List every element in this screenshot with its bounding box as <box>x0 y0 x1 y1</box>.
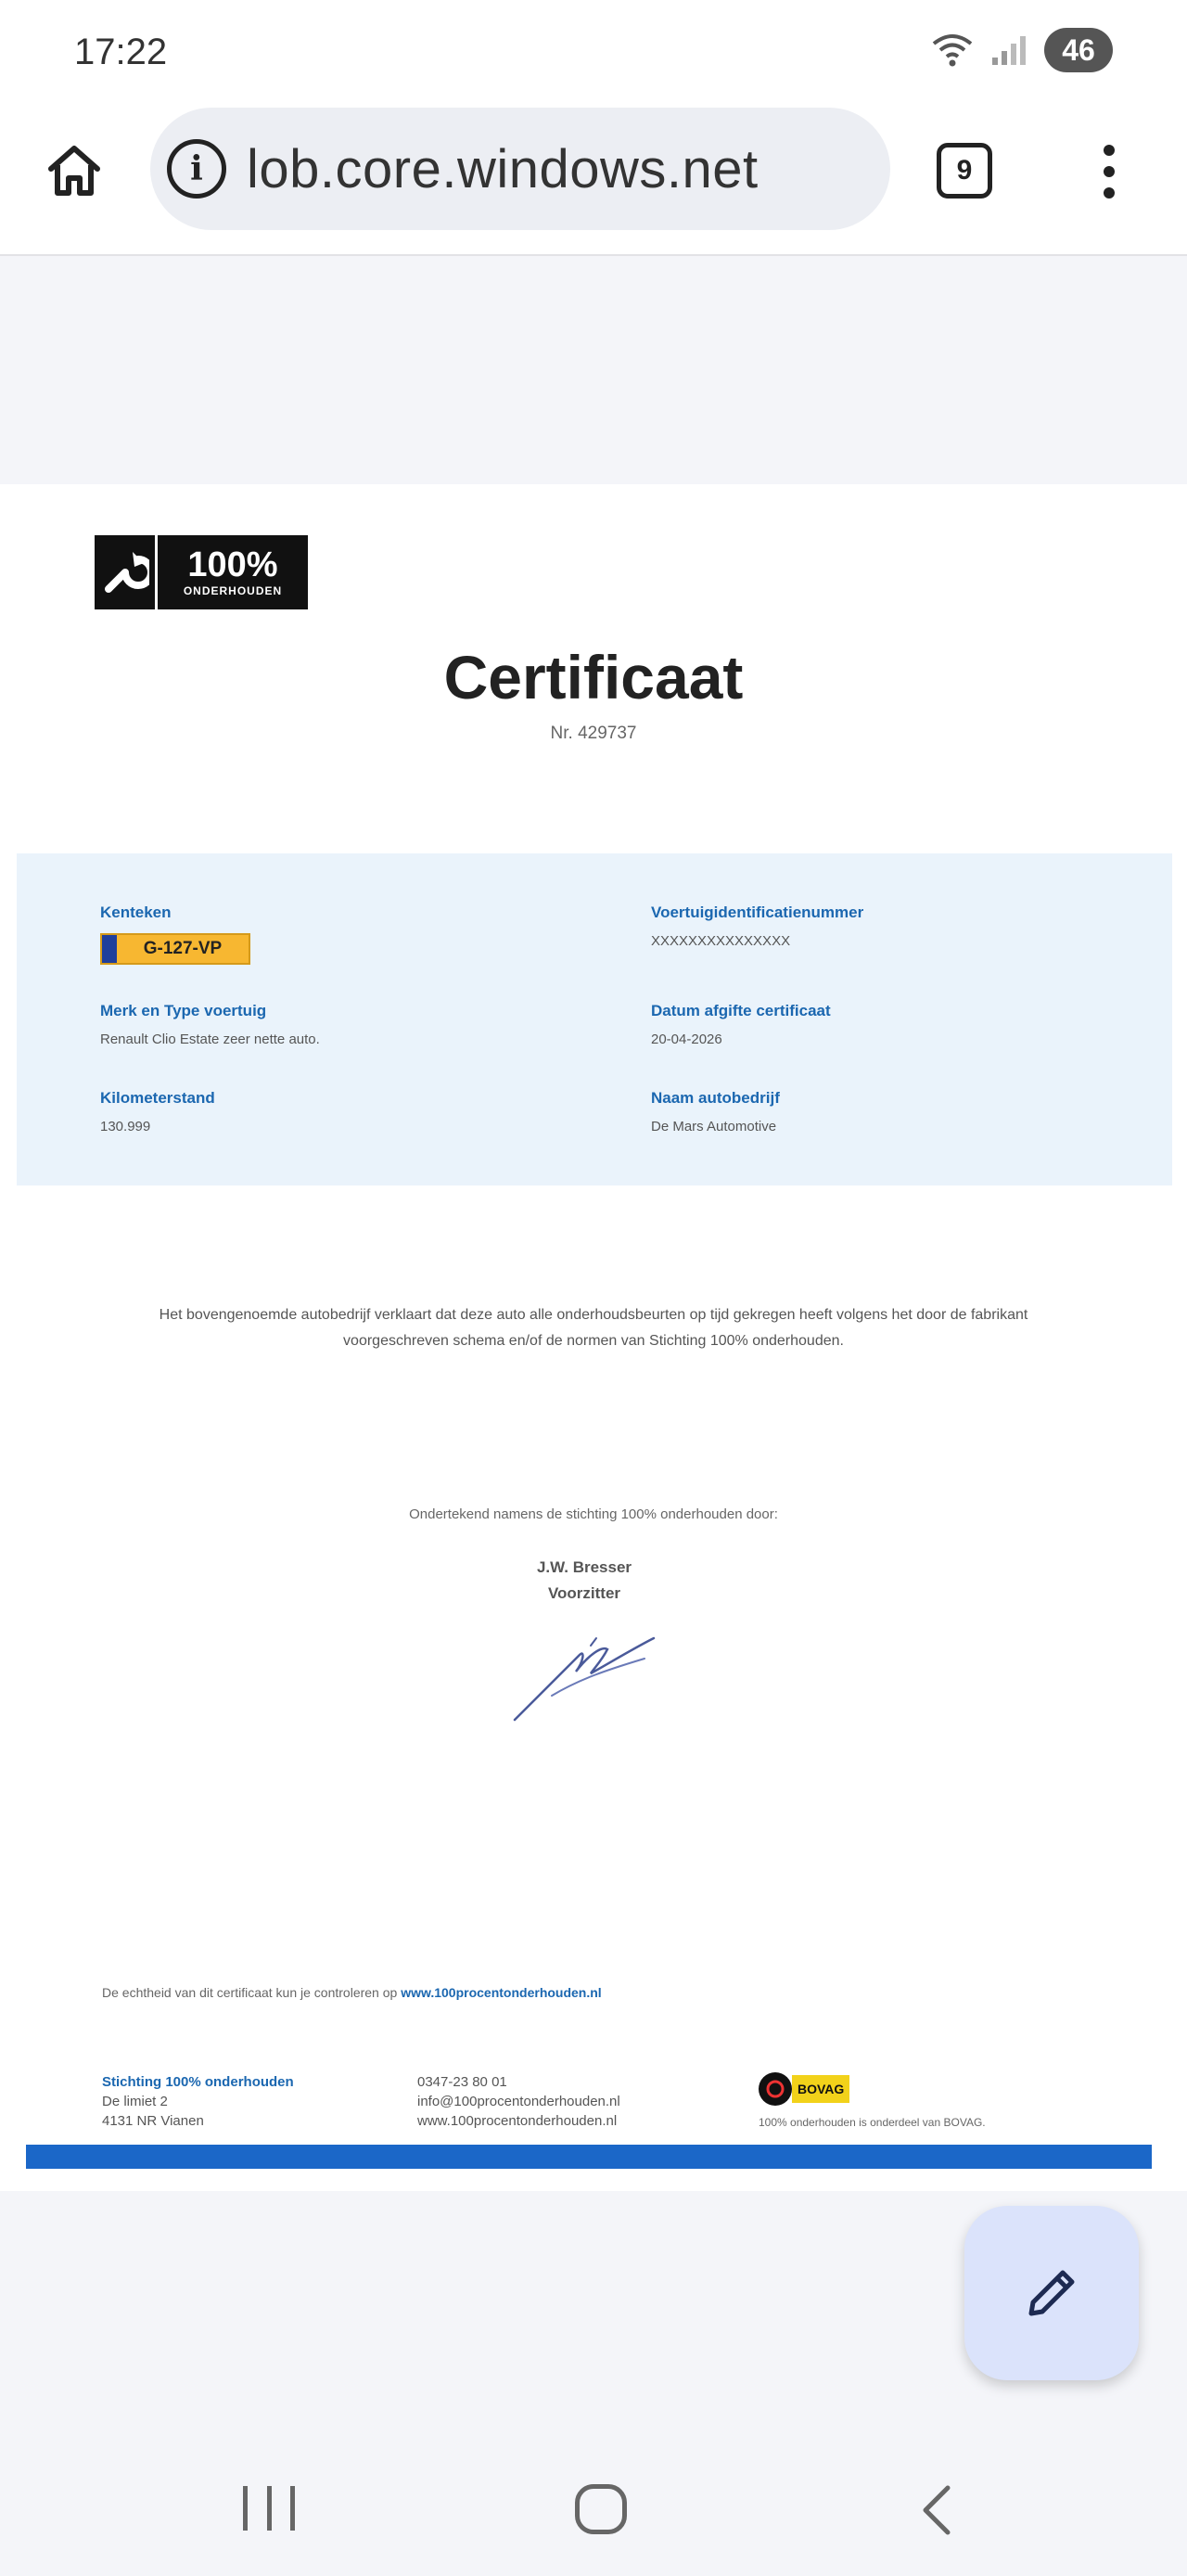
bovag-mark-icon <box>759 2072 792 2106</box>
field-datum: Datum afgifte certificaat 20-04-2026 <box>651 1002 831 1047</box>
back-icon[interactable] <box>913 2482 959 2538</box>
system-nav-bar <box>0 2430 1187 2576</box>
certificate-statement: Het bovengenoemde autobedrijf verklaart dat deze auto alle onderhoudsbeurten op tijd gekregen heeft volgens het door de fabrikant voorgeschreven schema en/of de normen van Stichting 100% onderhouden. <box>159 1307 1028 1349</box>
more-menu-icon[interactable] <box>1091 139 1128 204</box>
pencil-icon <box>1020 2262 1083 2325</box>
vehicle-info-panel <box>17 853 1172 1185</box>
home-nav-button[interactable] <box>575 2484 627 2534</box>
verify-note: De echtheid van dit certificaat kun je controleren op www.100procentonderhouden.nl <box>102 1985 602 2000</box>
wifi-icon <box>931 32 974 68</box>
field-kilometerstand: Kilometerstand 130.999 <box>100 1089 215 1134</box>
field-kenteken: Kenteken G-127-VP <box>100 904 250 965</box>
footer-website[interactable]: www.100procentonderhouden.nl <box>417 2113 618 2129</box>
status-icons <box>931 28 1113 72</box>
logo <box>95 535 308 609</box>
field-vin: Voertuigidentificatienummer XXXXXXXXXXXXXXX <box>651 904 864 949</box>
status-time: 17:22 <box>74 32 168 72</box>
url-text[interactable]: lob.core.windows.net <box>247 138 759 199</box>
logo-percent: 100% <box>187 545 278 584</box>
verify-link[interactable]: www.100procentonderhouden.nl <box>401 1985 602 2000</box>
footer-address <box>102 2072 294 2131</box>
footer-email[interactable]: info@100procentonderhouden.nl <box>417 2094 620 2109</box>
footer-org-name: Stichting 100% onderhouden <box>102 2074 294 2090</box>
recents-button[interactable] <box>243 2486 295 2531</box>
bovag-logo <box>759 2072 986 2106</box>
footer-color-bar <box>26 2145 1152 2169</box>
certificate-number: Nr. 429737 <box>550 724 637 743</box>
home-button[interactable] <box>41 137 108 204</box>
field-merk-type: Merk en Type voertuig Renault Clio Estate zeer nette auto. <box>100 1002 320 1047</box>
signed-by-text: Ondertekend namens de stichting 100% onderhouden door: <box>409 1506 778 1522</box>
url-bar[interactable] <box>150 108 890 230</box>
field-autobedrijf: Naam autobedrijf De Mars Automotive <box>651 1089 780 1134</box>
footer-city: 4131 NR Vianen <box>102 2113 204 2129</box>
signer-name: J.W. Bresser <box>536 1558 632 1576</box>
signature-image <box>505 1618 672 1729</box>
bovag-note: 100% onderhouden is onderdeel van BOVAG. <box>759 2116 986 2129</box>
eu-flag-strip <box>102 935 117 963</box>
tab-switcher-button[interactable]: 9 <box>937 143 992 199</box>
footer-bovag <box>759 2072 986 2133</box>
certificate-page <box>0 484 1187 2191</box>
certificate-title: Certificaat <box>443 643 744 711</box>
signer-role: Voorzitter <box>547 1584 621 1602</box>
footer-street: De limiet 2 <box>102 2094 168 2109</box>
battery-badge: 46 <box>1044 28 1113 72</box>
wrench-icon <box>95 535 158 609</box>
license-plate-text: G-127-VP <box>143 939 223 958</box>
footer-contact <box>417 2072 620 2131</box>
bovag-word: BOVAG <box>792 2075 849 2103</box>
signal-icon <box>990 33 1027 67</box>
logo-subtitle: ONDERHOUDEN <box>183 584 283 597</box>
info-icon[interactable]: i <box>167 139 226 199</box>
status-bar <box>0 0 1187 102</box>
license-plate <box>100 933 250 965</box>
browser-toolbar <box>0 102 1187 256</box>
footer-phone: 0347-23 80 01 <box>417 2074 507 2090</box>
home-icon <box>45 143 103 199</box>
edit-button[interactable] <box>964 2206 1139 2380</box>
